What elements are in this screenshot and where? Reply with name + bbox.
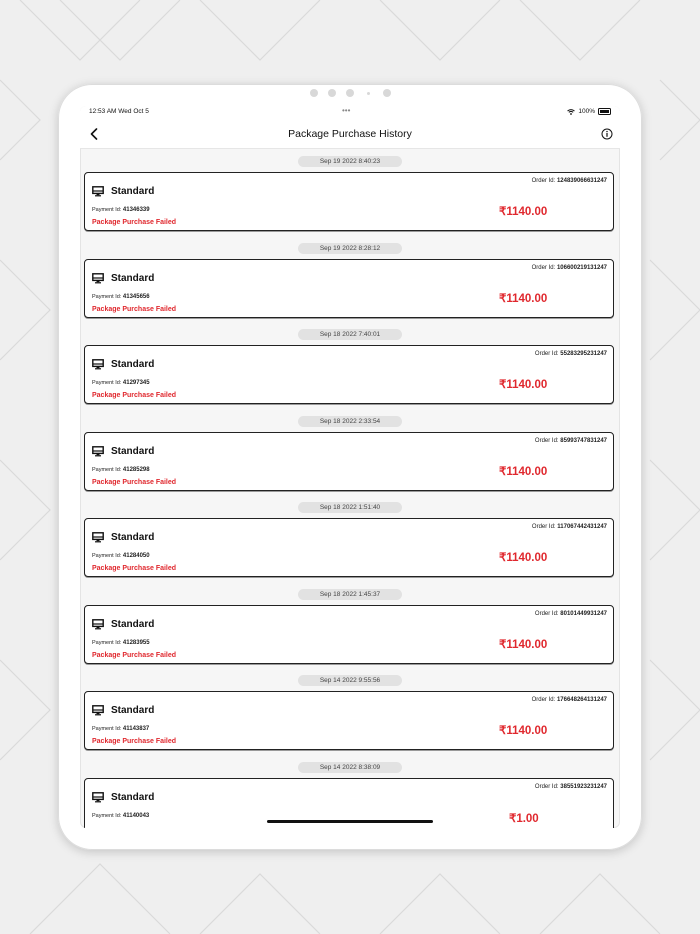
camera-dot (328, 89, 336, 97)
battery-percent: 100% (578, 108, 595, 115)
package-name: Standard (111, 619, 155, 630)
purchase-status: Package Purchase Failed (92, 219, 177, 226)
multitask-dots[interactable]: ••• (342, 106, 351, 115)
order-id-label: Order Id: (534, 611, 559, 617)
order-id (532, 524, 607, 530)
purchase-status: Package Purchase Failed (92, 306, 177, 313)
order-id-value: 176648264131247 (556, 697, 607, 703)
camera-dot (367, 92, 370, 95)
payment-id-value: 41345656 (122, 294, 150, 300)
payment-id-label: Payment Id: (92, 294, 122, 300)
payment-id (92, 207, 150, 213)
device-camera-dots (0, 89, 700, 99)
status-right (567, 108, 611, 115)
payment-id-value: 41346339 (122, 207, 150, 213)
order-id-value: 38551923231247 (560, 784, 607, 790)
package-name: Standard (111, 359, 155, 370)
order-id-label: Order Id: (531, 524, 556, 530)
date-header: Sep 18 2022 2:33:54 (298, 416, 402, 427)
camera-dot (383, 89, 391, 97)
order-id (535, 784, 607, 790)
battery-icon (598, 108, 611, 115)
date-header: Sep 19 2022 8:40:23 (298, 156, 402, 167)
payment-id-value: 41284050 (122, 553, 150, 559)
page-title: Package Purchase History (288, 128, 412, 140)
purchase-card[interactable] (84, 605, 614, 664)
order-id-value: 106600219131247 (556, 265, 607, 271)
purchase-status: Package Purchase Failed (92, 392, 177, 399)
payment-id (92, 640, 150, 646)
status-time: 12:53 AM Wed Oct 5 (89, 108, 149, 115)
app-screen (80, 106, 620, 828)
purchase-amount: ₹1140.00 (499, 639, 548, 651)
purchase-amount: ₹1140.00 (499, 552, 548, 564)
order-id-label: Order Id: (534, 351, 559, 357)
payment-id (92, 380, 150, 386)
package-name: Standard (111, 186, 155, 197)
purchase-amount: ₹1.00 (509, 813, 539, 825)
payment-id-label: Payment Id: (92, 467, 122, 473)
order-id (532, 178, 607, 184)
purchase-status: Package Purchase Failed (92, 652, 177, 659)
camera-dot (310, 89, 318, 97)
date-header: Sep 18 2022 1:51:40 (298, 502, 402, 513)
purchase-status: Package Purchase Failed (92, 738, 177, 745)
order-id (532, 265, 607, 271)
order-id-value: 55283295231247 (560, 351, 607, 357)
payment-id (92, 813, 149, 819)
purchase-amount: ₹1140.00 (499, 466, 548, 478)
payment-id-value: 41297345 (122, 380, 150, 386)
monitor-icon (92, 186, 104, 197)
order-id-value: 85993747831247 (560, 438, 607, 444)
camera-dot (346, 89, 354, 97)
purchase-amount: ₹1140.00 (499, 379, 548, 391)
monitor-icon (92, 273, 104, 284)
purchase-status: Package Purchase Failed (92, 479, 177, 486)
payment-id-label: Payment Id: (92, 726, 122, 732)
package-name: Standard (111, 532, 155, 543)
order-id (535, 438, 607, 444)
order-id (535, 351, 607, 357)
monitor-icon (92, 705, 104, 716)
purchase-card[interactable] (84, 691, 614, 750)
status-bar (80, 106, 620, 120)
home-indicator[interactable] (267, 820, 433, 823)
order-id (532, 697, 607, 703)
payment-id-value: 41285298 (122, 467, 150, 473)
date-header: Sep 14 2022 8:38:09 (298, 762, 402, 773)
monitor-icon (92, 446, 104, 457)
order-id-label: Order Id: (531, 697, 556, 703)
order-id-label: Order Id: (531, 178, 556, 184)
order-id-label: Order Id: (534, 438, 559, 444)
date-header: Sep 14 2022 9:55:56 (298, 675, 402, 686)
payment-id-label: Payment Id: (92, 207, 122, 213)
payment-id (92, 294, 150, 300)
navigation-bar (80, 120, 620, 149)
purchase-card[interactable] (84, 518, 614, 577)
order-id-value: 117067442431247 (557, 524, 607, 530)
monitor-icon (92, 359, 104, 370)
purchase-card[interactable] (84, 345, 614, 404)
date-header: Sep 19 2022 8:28:12 (298, 243, 402, 254)
payment-id-value: 41143837 (122, 726, 150, 732)
order-id-label: Order Id: (534, 784, 559, 790)
purchase-card[interactable] (84, 172, 614, 231)
package-name: Standard (111, 273, 155, 284)
payment-id-label: Payment Id: (92, 553, 122, 559)
info-button[interactable] (600, 127, 613, 140)
payment-id (92, 726, 149, 732)
order-id-value: 124839066631247 (556, 178, 607, 184)
payment-id-value: 41140043 (122, 813, 150, 819)
purchase-amount: ₹1140.00 (499, 206, 548, 218)
payment-id-label: Payment Id: (92, 380, 122, 386)
monitor-icon (92, 619, 104, 630)
date-header: Sep 18 2022 1:45:37 (298, 589, 402, 600)
purchase-amount: ₹1140.00 (499, 293, 548, 305)
date-header: Sep 18 2022 7:40:01 (298, 329, 402, 340)
order-id-label: Order Id: (531, 265, 556, 271)
order-id (535, 611, 607, 617)
purchase-amount: ₹1140.00 (499, 725, 548, 737)
payment-id (92, 467, 150, 473)
package-name: Standard (111, 792, 155, 803)
purchase-card[interactable] (84, 432, 614, 491)
package-name: Standard (111, 705, 155, 716)
payment-id-value: 41283955 (122, 640, 150, 646)
payment-id (92, 553, 150, 559)
wifi-icon (567, 109, 575, 115)
payment-id-label: Payment Id: (92, 640, 122, 646)
info-icon (601, 128, 613, 140)
order-id-value: 80101449931247 (560, 611, 607, 617)
payment-id-label: Payment Id: (92, 813, 122, 819)
purchase-card[interactable] (84, 259, 614, 318)
package-name: Standard (111, 446, 155, 457)
purchase-status: Package Purchase Failed (92, 565, 177, 572)
monitor-icon (92, 532, 104, 543)
monitor-icon (92, 792, 104, 803)
